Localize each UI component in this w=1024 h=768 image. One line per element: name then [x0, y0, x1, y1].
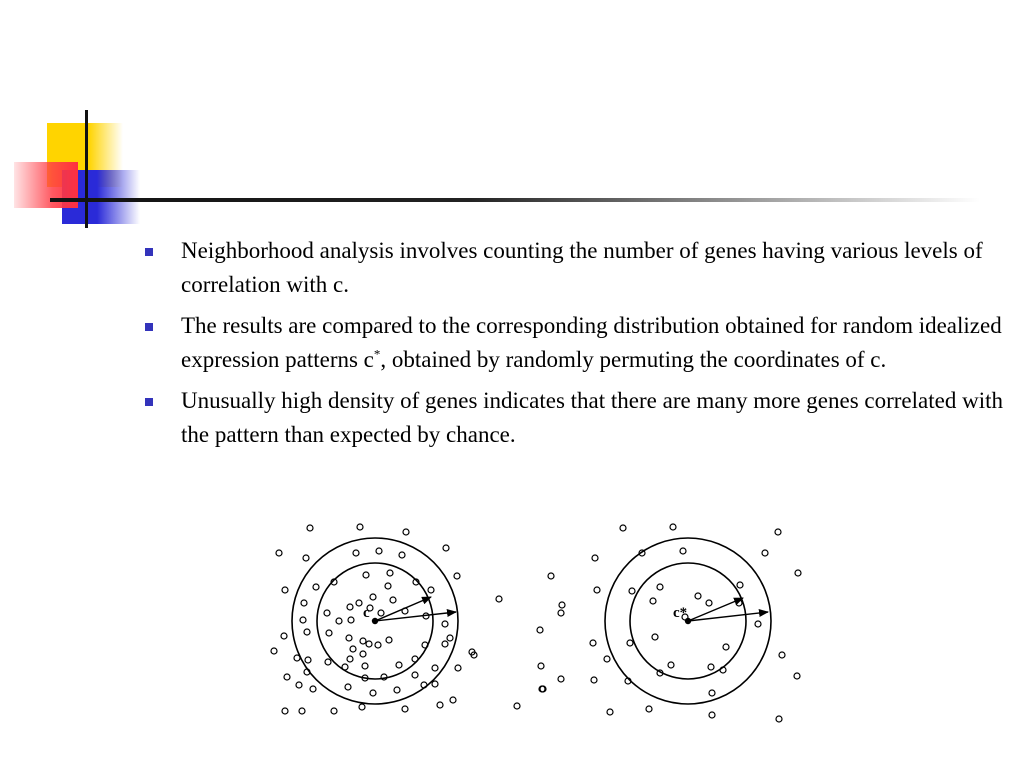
gene-point	[590, 640, 596, 646]
bullet-text: Unusually high density of genes indicates that there are many more genes correlated with the pattern than expected by chance.	[181, 388, 1003, 447]
gene-point	[537, 627, 543, 633]
gene-point	[347, 656, 353, 662]
gene-point	[736, 600, 742, 606]
gene-point	[326, 630, 332, 636]
center-point	[372, 618, 378, 624]
gene-point	[282, 587, 288, 593]
gene-point	[370, 690, 376, 696]
bullet-item-1	[145, 234, 1005, 302]
gene-point	[336, 618, 342, 624]
gene-point	[324, 610, 330, 616]
gene-point	[620, 525, 626, 531]
gene-point	[548, 573, 554, 579]
superscript-star: *	[373, 346, 381, 362]
gene-point	[307, 525, 313, 531]
gene-point	[301, 600, 307, 606]
gene-point	[366, 641, 372, 647]
bullet-square-icon	[145, 398, 153, 406]
gene-point	[558, 610, 564, 616]
gene-point	[386, 637, 392, 643]
gene-point	[360, 651, 366, 657]
left-diagram	[271, 524, 502, 714]
bullet-text-before: The results are compared to the corresponding distribution obtained for random idealized expression patterns c	[181, 313, 1002, 372]
gene-point	[737, 582, 743, 588]
gene-point	[347, 604, 353, 610]
gene-point	[592, 555, 598, 561]
gene-point	[496, 596, 502, 602]
gene-point	[794, 673, 800, 679]
gene-point	[706, 600, 712, 606]
bullet-list	[145, 234, 1005, 459]
gene-point	[376, 548, 382, 554]
gene-point	[450, 697, 456, 703]
gene-point	[779, 652, 785, 658]
gene-point	[362, 663, 368, 669]
gene-point	[775, 529, 781, 535]
gene-point	[313, 584, 319, 590]
gene-point	[271, 648, 277, 654]
gene-point	[378, 610, 384, 616]
bullet-square-icon	[145, 248, 153, 256]
center-label: c	[363, 605, 370, 621]
center-label: c*	[673, 605, 688, 621]
gene-point	[300, 617, 306, 623]
gene-point	[363, 572, 369, 578]
gene-point	[432, 681, 438, 687]
gene-point	[708, 664, 714, 670]
title-decoration	[0, 0, 1024, 240]
gene-point	[385, 583, 391, 589]
gene-point	[305, 657, 311, 663]
bullet-square-icon	[145, 323, 153, 331]
gene-point	[558, 676, 564, 682]
gene-point	[538, 663, 544, 669]
gene-point	[394, 687, 400, 693]
gene-point	[442, 641, 448, 647]
gene-point	[402, 706, 408, 712]
gene-point	[709, 712, 715, 718]
gene-point	[403, 529, 409, 535]
gene-point	[428, 587, 434, 593]
bullet-text: Neighborhood analysis involves counting the number of genes having various levels of correlation with c.	[181, 238, 983, 297]
bullet-text-after: , obtained by randomly permuting the coordinates of c.	[380, 347, 887, 372]
gene-point	[348, 617, 354, 623]
gene-point	[629, 588, 635, 594]
gene-point	[282, 708, 288, 714]
gene-point	[299, 708, 305, 714]
gene-point	[594, 587, 600, 593]
gene-point	[399, 552, 405, 558]
gene-point	[668, 662, 674, 668]
gene-point	[356, 600, 362, 606]
gene-point	[776, 716, 782, 722]
gene-point	[646, 706, 652, 712]
gene-point	[652, 634, 658, 640]
gene-point	[359, 704, 365, 710]
gene-point	[387, 570, 393, 576]
gene-point	[412, 656, 418, 662]
gene-point	[346, 635, 352, 641]
gene-point	[591, 677, 597, 683]
gene-point	[443, 545, 449, 551]
gene-point	[695, 593, 701, 599]
gene-point	[303, 555, 309, 561]
gene-point	[353, 550, 359, 556]
gene-point	[390, 597, 396, 603]
vertical-rule	[85, 110, 88, 228]
horizontal-rule	[50, 198, 980, 202]
gene-point	[670, 524, 676, 530]
gene-point	[447, 635, 453, 641]
gene-point	[345, 684, 351, 690]
gene-point	[627, 640, 633, 646]
gene-point	[370, 594, 376, 600]
bullet-item-2	[145, 309, 1005, 377]
gene-point	[350, 646, 356, 652]
gene-point	[357, 524, 363, 530]
gene-point	[412, 672, 418, 678]
neighborhood-diagram	[255, 515, 815, 750]
gene-point	[514, 703, 520, 709]
gene-point	[281, 633, 287, 639]
gene-point	[709, 690, 715, 696]
gene-point	[284, 674, 290, 680]
bullet-item-3	[145, 384, 1005, 452]
gene-point	[657, 584, 663, 590]
gene-point	[723, 644, 729, 650]
gene-point	[650, 598, 656, 604]
gene-point	[276, 550, 282, 556]
gene-point	[331, 708, 337, 714]
gene-point	[607, 709, 613, 715]
gene-point	[604, 656, 610, 662]
gene-point	[795, 570, 801, 576]
gene-point	[375, 642, 381, 648]
gene-point	[432, 665, 438, 671]
gene-point	[437, 702, 443, 708]
gene-point	[342, 664, 348, 670]
gene-point	[396, 662, 402, 668]
gene-point	[455, 665, 461, 671]
gene-point	[559, 602, 565, 608]
gene-point	[755, 621, 761, 627]
gene-point	[442, 621, 448, 627]
gene-point	[360, 638, 366, 644]
right-diagram	[514, 524, 801, 722]
gene-point	[294, 655, 300, 661]
gene-point	[325, 659, 331, 665]
gene-point	[304, 629, 310, 635]
gene-point	[762, 550, 768, 556]
gene-point	[454, 573, 460, 579]
gene-point	[310, 686, 316, 692]
gene-point	[296, 682, 302, 688]
gene-point	[680, 548, 686, 554]
